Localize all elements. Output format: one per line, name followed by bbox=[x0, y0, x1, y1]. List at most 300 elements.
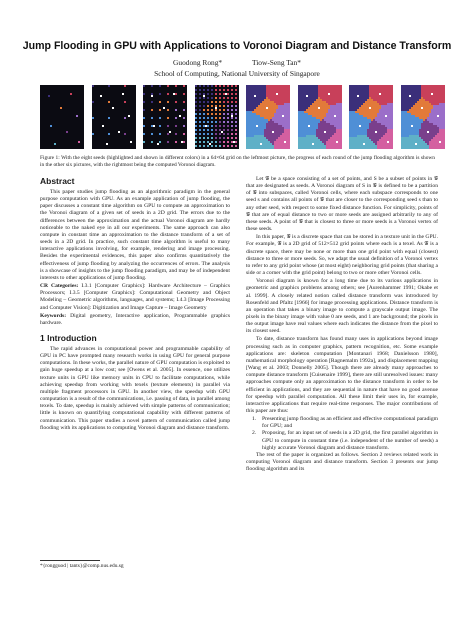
cell bbox=[403, 145, 405, 147]
cell bbox=[363, 115, 365, 117]
cell bbox=[268, 91, 270, 93]
cell bbox=[274, 113, 276, 115]
cell bbox=[278, 135, 280, 137]
cell bbox=[316, 93, 318, 95]
cell bbox=[288, 101, 290, 103]
cell bbox=[288, 103, 290, 105]
cell bbox=[377, 99, 379, 101]
cell bbox=[429, 123, 431, 125]
cell bbox=[298, 129, 300, 131]
cell bbox=[357, 117, 359, 119]
cell bbox=[429, 129, 431, 131]
cell bbox=[312, 103, 314, 105]
cell bbox=[385, 135, 387, 137]
cell bbox=[389, 133, 391, 135]
cell bbox=[306, 113, 308, 115]
cell bbox=[318, 141, 320, 143]
cell bbox=[278, 105, 280, 107]
cell bbox=[270, 107, 272, 109]
seed-point bbox=[221, 131, 223, 133]
cell bbox=[353, 115, 355, 117]
cell bbox=[332, 87, 334, 89]
cell bbox=[274, 135, 276, 137]
cell bbox=[419, 143, 421, 145]
cell bbox=[246, 113, 248, 115]
cell bbox=[219, 109, 221, 111]
cell bbox=[328, 143, 330, 145]
cell bbox=[385, 125, 387, 127]
cell bbox=[415, 91, 417, 93]
cell bbox=[336, 95, 338, 97]
seed-point bbox=[411, 125, 413, 127]
cell bbox=[385, 89, 387, 91]
cell bbox=[312, 127, 314, 129]
cell bbox=[375, 109, 377, 111]
cell bbox=[336, 111, 338, 113]
cell bbox=[143, 133, 145, 135]
cell bbox=[423, 99, 425, 101]
cell bbox=[439, 115, 441, 117]
cell bbox=[326, 87, 328, 89]
cell bbox=[411, 131, 413, 133]
cell bbox=[369, 129, 371, 131]
cell bbox=[314, 113, 316, 115]
cell bbox=[349, 95, 351, 97]
cell bbox=[439, 107, 441, 109]
cell bbox=[381, 125, 383, 127]
cell bbox=[379, 89, 381, 91]
cell bbox=[248, 91, 250, 93]
cell bbox=[108, 101, 110, 103]
cell bbox=[401, 109, 403, 111]
cell bbox=[268, 99, 270, 101]
cell bbox=[260, 109, 262, 111]
cell bbox=[304, 117, 306, 119]
cell bbox=[355, 91, 357, 93]
cell bbox=[403, 113, 405, 115]
cell bbox=[312, 119, 314, 121]
cell bbox=[439, 145, 441, 147]
cell bbox=[373, 131, 375, 133]
seed-point bbox=[415, 143, 417, 145]
cell bbox=[302, 139, 304, 141]
cell bbox=[391, 119, 393, 121]
cell bbox=[328, 139, 330, 141]
cell bbox=[310, 133, 312, 135]
cell bbox=[431, 103, 433, 105]
cell bbox=[316, 115, 318, 117]
cell bbox=[250, 91, 252, 93]
cell bbox=[318, 99, 320, 101]
cell bbox=[381, 91, 383, 93]
cell bbox=[256, 143, 258, 145]
cell bbox=[199, 105, 201, 107]
cell bbox=[274, 145, 276, 147]
cell bbox=[391, 131, 393, 133]
cell bbox=[284, 85, 286, 87]
cell bbox=[349, 97, 351, 99]
cell bbox=[431, 123, 433, 125]
cell bbox=[246, 109, 248, 111]
cell bbox=[258, 131, 260, 133]
cell bbox=[316, 107, 318, 109]
cell bbox=[369, 141, 371, 143]
cell bbox=[383, 115, 385, 117]
cell bbox=[316, 119, 318, 121]
cell bbox=[375, 123, 377, 125]
cell bbox=[379, 97, 381, 99]
cell bbox=[439, 99, 441, 101]
cell bbox=[266, 89, 268, 91]
cell bbox=[274, 137, 276, 139]
cell bbox=[278, 103, 280, 105]
cell bbox=[312, 111, 314, 113]
cell bbox=[340, 143, 342, 145]
cell bbox=[389, 123, 391, 125]
cell bbox=[256, 135, 258, 137]
seed-point bbox=[153, 125, 155, 127]
cell bbox=[302, 125, 304, 127]
cell bbox=[276, 105, 278, 107]
cell bbox=[385, 139, 387, 141]
cell bbox=[306, 93, 308, 95]
cell bbox=[320, 123, 322, 125]
cell bbox=[302, 131, 304, 133]
cell bbox=[361, 105, 363, 107]
cell bbox=[332, 97, 334, 99]
cell bbox=[340, 127, 342, 129]
cell bbox=[300, 115, 302, 117]
cell bbox=[369, 109, 371, 111]
cell bbox=[203, 113, 205, 115]
cell bbox=[207, 93, 209, 95]
cell bbox=[391, 145, 393, 147]
cell bbox=[441, 123, 443, 125]
cell bbox=[298, 97, 300, 99]
cell bbox=[355, 117, 357, 119]
abstract-heading: Abstract bbox=[40, 176, 75, 186]
cell bbox=[381, 129, 383, 131]
cell bbox=[308, 95, 310, 97]
figure-panel-jump-16 bbox=[143, 85, 187, 149]
cell bbox=[433, 137, 435, 139]
cell bbox=[413, 127, 415, 129]
cell bbox=[441, 111, 443, 113]
cell bbox=[423, 139, 425, 141]
cell bbox=[381, 97, 383, 99]
cell bbox=[231, 89, 233, 91]
cell bbox=[401, 85, 403, 87]
cell bbox=[349, 143, 351, 145]
cell bbox=[403, 95, 405, 97]
cell bbox=[409, 105, 411, 107]
cell bbox=[433, 129, 435, 131]
cell bbox=[235, 101, 237, 103]
cell bbox=[411, 93, 413, 95]
cell bbox=[302, 93, 304, 95]
cell bbox=[361, 127, 363, 129]
cell bbox=[332, 127, 334, 129]
cell bbox=[361, 107, 363, 109]
cell bbox=[423, 107, 425, 109]
cell bbox=[262, 141, 264, 143]
cell bbox=[429, 105, 431, 107]
cell bbox=[355, 139, 357, 141]
cell bbox=[385, 145, 387, 147]
cell bbox=[334, 113, 336, 115]
cell bbox=[423, 91, 425, 93]
cell bbox=[433, 89, 435, 91]
cell bbox=[314, 107, 316, 109]
cell bbox=[288, 113, 290, 115]
cell bbox=[254, 93, 256, 95]
cell bbox=[361, 141, 363, 143]
cell bbox=[411, 101, 413, 103]
cell bbox=[322, 137, 324, 139]
cell bbox=[324, 91, 326, 93]
cell bbox=[433, 113, 435, 115]
cell bbox=[363, 147, 365, 149]
cell bbox=[411, 103, 413, 105]
cell bbox=[320, 115, 322, 117]
list-item bbox=[246, 430, 438, 451]
cell bbox=[385, 87, 387, 89]
cell bbox=[235, 113, 237, 115]
cell bbox=[419, 87, 421, 89]
cell bbox=[312, 91, 314, 93]
cell bbox=[276, 119, 278, 121]
cell bbox=[316, 87, 318, 89]
cell bbox=[304, 127, 306, 129]
cell bbox=[353, 119, 355, 121]
cell bbox=[250, 127, 252, 129]
cell bbox=[272, 115, 274, 117]
cell bbox=[367, 137, 369, 139]
cell bbox=[328, 111, 330, 113]
cell bbox=[367, 117, 369, 119]
cell bbox=[387, 89, 389, 91]
cell bbox=[367, 115, 369, 117]
cell bbox=[429, 115, 431, 117]
cell bbox=[377, 101, 379, 103]
cell bbox=[302, 115, 304, 117]
cell bbox=[276, 135, 278, 137]
cell bbox=[379, 143, 381, 145]
cell bbox=[332, 137, 334, 139]
cell bbox=[371, 143, 373, 145]
cell bbox=[314, 125, 316, 127]
cell bbox=[304, 145, 306, 147]
cell bbox=[373, 89, 375, 91]
seed-point bbox=[336, 141, 338, 143]
cell bbox=[413, 109, 415, 111]
cell bbox=[338, 95, 340, 97]
cell bbox=[254, 117, 256, 119]
cell bbox=[274, 123, 276, 125]
cell bbox=[262, 119, 264, 121]
cell bbox=[365, 123, 367, 125]
cell bbox=[219, 137, 221, 139]
cell bbox=[326, 131, 328, 133]
cell bbox=[252, 103, 254, 105]
cell bbox=[300, 109, 302, 111]
left-column bbox=[40, 176, 230, 433]
cell bbox=[437, 131, 439, 133]
cell bbox=[413, 103, 415, 105]
cell bbox=[417, 103, 419, 105]
cell bbox=[304, 85, 306, 87]
cell bbox=[415, 139, 417, 141]
cell bbox=[288, 139, 290, 141]
cell bbox=[357, 123, 359, 125]
cell bbox=[371, 95, 373, 97]
cell bbox=[381, 131, 383, 133]
cell bbox=[381, 117, 383, 119]
cell bbox=[421, 135, 423, 137]
cell bbox=[377, 87, 379, 89]
cell bbox=[427, 139, 429, 141]
cell bbox=[207, 105, 209, 107]
cell bbox=[286, 115, 288, 117]
cell bbox=[405, 95, 407, 97]
cell bbox=[357, 99, 359, 101]
cell bbox=[421, 91, 423, 93]
cell bbox=[433, 135, 435, 137]
cell bbox=[421, 103, 423, 105]
cell bbox=[252, 105, 254, 107]
cell bbox=[288, 111, 290, 113]
cell bbox=[377, 131, 379, 133]
cell bbox=[312, 123, 314, 125]
cell bbox=[437, 147, 439, 149]
cell bbox=[270, 129, 272, 131]
cell bbox=[423, 125, 425, 127]
cell bbox=[304, 95, 306, 97]
cell bbox=[288, 143, 290, 145]
cell bbox=[411, 137, 413, 139]
cell bbox=[248, 129, 250, 131]
cell bbox=[262, 131, 264, 133]
cr-categories bbox=[40, 283, 230, 312]
cell bbox=[268, 121, 270, 123]
cell bbox=[270, 99, 272, 101]
cell bbox=[407, 87, 409, 89]
cell bbox=[407, 109, 409, 111]
cell bbox=[304, 105, 306, 107]
cell bbox=[227, 117, 229, 119]
cell bbox=[407, 103, 409, 105]
cell bbox=[207, 97, 209, 99]
figure-panel-seeds bbox=[40, 85, 84, 149]
cell bbox=[405, 105, 407, 107]
cell bbox=[353, 143, 355, 145]
cell bbox=[278, 129, 280, 131]
cell bbox=[256, 113, 258, 115]
cell bbox=[258, 147, 260, 149]
cell bbox=[278, 123, 280, 125]
cell bbox=[391, 95, 393, 97]
cell bbox=[405, 127, 407, 129]
cell bbox=[256, 103, 258, 105]
seed-point bbox=[387, 141, 389, 143]
cell bbox=[332, 105, 334, 107]
cell bbox=[254, 139, 256, 141]
cell bbox=[367, 111, 369, 113]
cell bbox=[409, 111, 411, 113]
cell bbox=[379, 139, 381, 141]
cell bbox=[419, 97, 421, 99]
cell bbox=[389, 143, 391, 145]
cell bbox=[405, 137, 407, 139]
cell bbox=[330, 87, 332, 89]
cell bbox=[389, 93, 391, 95]
cell bbox=[417, 91, 419, 93]
cell bbox=[248, 123, 250, 125]
seed-point bbox=[318, 107, 320, 109]
seed-point bbox=[76, 115, 78, 117]
cell bbox=[433, 121, 435, 123]
cell bbox=[308, 91, 310, 93]
cell bbox=[286, 133, 288, 135]
cell bbox=[314, 87, 316, 89]
cell bbox=[423, 129, 425, 131]
cell bbox=[425, 131, 427, 133]
cell bbox=[304, 109, 306, 111]
cell bbox=[340, 117, 342, 119]
cell bbox=[351, 91, 353, 93]
cell bbox=[349, 105, 351, 107]
cell bbox=[330, 113, 332, 115]
cell bbox=[284, 129, 286, 131]
cell bbox=[262, 117, 264, 119]
cell bbox=[246, 101, 248, 103]
cell bbox=[441, 139, 443, 141]
cell bbox=[282, 91, 284, 93]
cell bbox=[427, 127, 429, 129]
cell bbox=[298, 125, 300, 127]
cell bbox=[363, 103, 365, 105]
seed-point bbox=[334, 115, 336, 117]
cell bbox=[324, 145, 326, 147]
cell bbox=[334, 133, 336, 135]
cell bbox=[108, 133, 110, 135]
cell bbox=[308, 147, 310, 149]
cell bbox=[322, 119, 324, 121]
cell bbox=[387, 109, 389, 111]
cell bbox=[264, 129, 266, 131]
cell bbox=[383, 87, 385, 89]
cell bbox=[300, 143, 302, 145]
cell bbox=[330, 101, 332, 103]
cell bbox=[433, 131, 435, 133]
cell bbox=[385, 93, 387, 95]
cell bbox=[383, 109, 385, 111]
cell bbox=[328, 127, 330, 129]
cell bbox=[288, 141, 290, 143]
cell bbox=[353, 125, 355, 127]
cell bbox=[349, 99, 351, 101]
cell bbox=[413, 101, 415, 103]
cell bbox=[373, 127, 375, 129]
cell bbox=[304, 135, 306, 137]
cell bbox=[377, 109, 379, 111]
cell bbox=[340, 95, 342, 97]
cell bbox=[264, 89, 266, 91]
cell bbox=[308, 121, 310, 123]
cell bbox=[288, 97, 290, 99]
cell bbox=[324, 127, 326, 129]
cell bbox=[361, 129, 363, 131]
